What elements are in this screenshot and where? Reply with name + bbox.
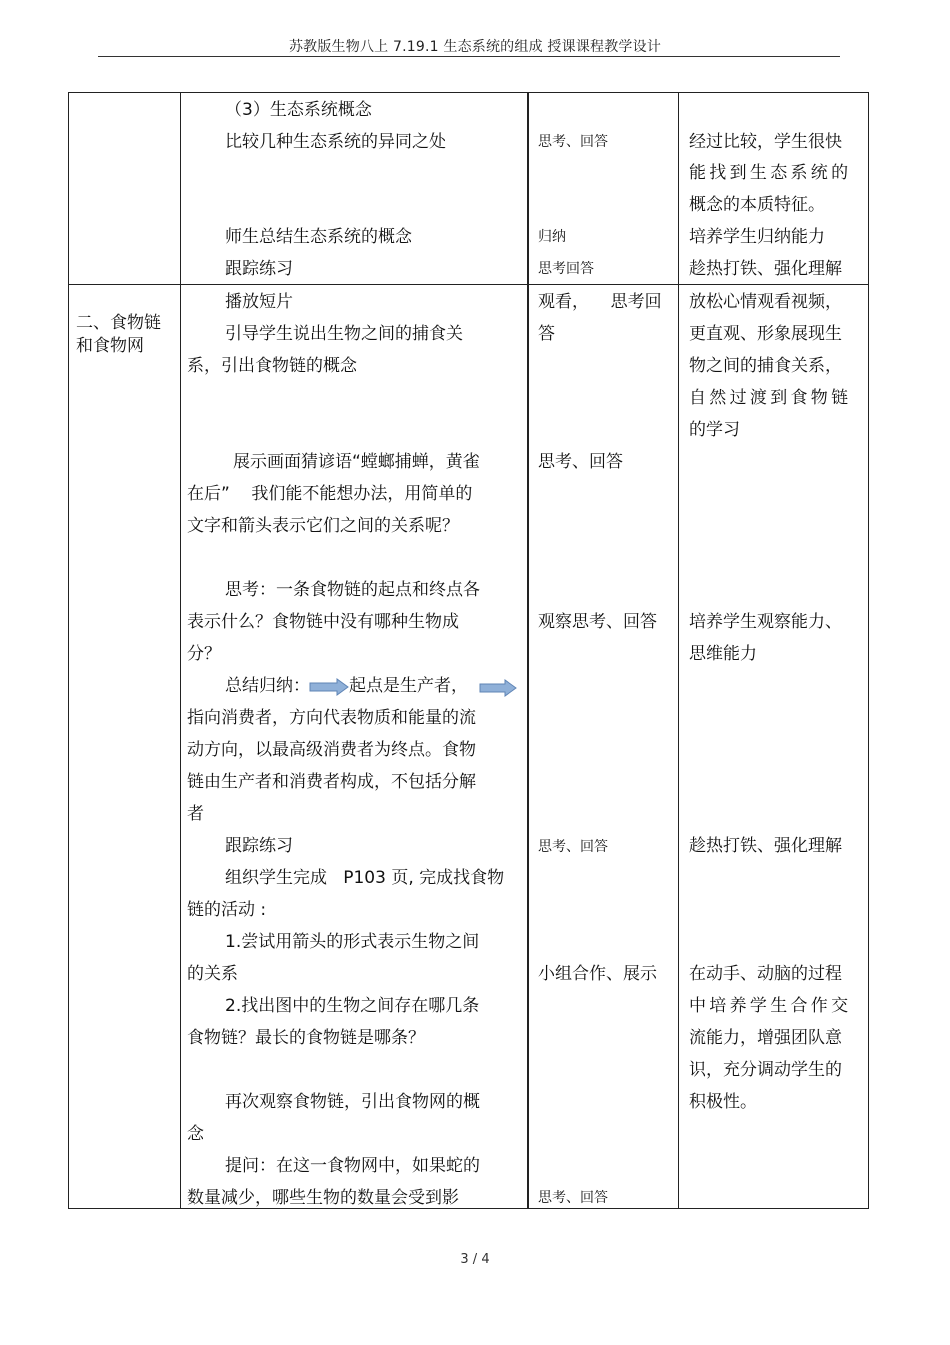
cell-text: 食物链？最长的食物链是哪条？ [187,1028,425,1048]
header-title: 苏教版生物八上 7.19.1 生态系统的组成 授课课程教学设计 [288,39,662,55]
table-border-top [68,92,869,93]
cell-text: 文字和箭头表示它们之间的关系呢？ [187,516,459,536]
cell-text: 自然过渡到食物链 [689,388,852,408]
cell-text: 者 [187,804,204,824]
cell-text: 动方向，以最高级消费者为终点。食物 [187,740,476,760]
cell-text: 归纳 [538,229,566,245]
cell-text: 放松心情观看视频， [689,292,842,312]
cell-text: 在动手、动脑的过程 [689,964,842,984]
cell-text: 中培养学生合作交 [689,996,852,1016]
cell-text: 答 [538,324,555,344]
cell-text: 展示画面猜谚语“螳螂捕蝉，黄雀 [233,452,480,472]
cell-text: 链的活动 : [187,900,267,920]
cell-text: 念 [187,1124,204,1144]
cell-text: 的关系 [187,964,238,984]
cell-text: 指向消费者，方向代表物质和能量的流 [187,708,476,728]
page-number: 3 / 4 [460,1252,490,1267]
cell-text: 识，充分调动学生的 [689,1060,842,1080]
cell-text: 播放短片 [225,292,293,312]
cell-text: 思维能力 [689,644,757,664]
cell-text: 组织学生完成 P103 页, 完成找食物 [225,868,505,888]
cell-text: 总结归纳： [225,676,310,696]
cell-text: 在后” 我们能不能想办法，用简单的 [187,484,473,504]
table-row-divider [68,284,869,285]
cell-text: 思考、回答 [538,134,608,150]
right-arrow-icon [309,678,349,696]
cell-text: 分？ [187,644,221,664]
cell-text: 师生总结生态系统的概念 [225,227,412,247]
cell-text: 积极性。 [689,1092,757,1112]
cell-text: 跟踪练习 [225,259,293,279]
cell-text: 提问：在这一食物网中，如果蛇的 [225,1156,480,1176]
cell-text: 1.尝试用箭头的形式表示生物之间 [225,932,480,952]
table-border-bottom [68,1208,869,1209]
cell-text: 能找到生态系统的 [689,163,852,183]
table-col-divider-2 [527,92,529,1209]
cell-text: 比较几种生态系统的异同之处 [225,132,446,152]
cell-text: 跟踪练习 [225,836,293,856]
cell-text: 趁热打铁、强化理解 [689,836,842,856]
cell-text: 思考、回答 [538,839,608,855]
cell-text: 和食物网 [76,336,144,356]
cell-text: 小组合作、展示 [538,964,657,984]
cell-text: 观察思考、回答 [538,612,657,632]
cell-text: 再次观察食物链，引出食物网的概 [225,1092,480,1112]
cell-text: 观看， 思考回 [538,292,662,312]
cell-text: 二、食物链 [76,313,161,333]
cell-text: 流能力，增强团队意 [689,1028,842,1048]
cell-text: 思考、回答 [538,1190,608,1206]
cell-text: 培养学生归纳能力 [689,227,825,247]
cell-text: 概念的本质特征。 [689,195,825,215]
cell-text: 链由生产者和消费者构成，不包括分解 [187,772,476,792]
cell-text: 培养学生观察能力、 [689,612,842,632]
cell-text: 2.找出图中的生物之间存在哪几条 [225,996,480,1016]
cell-text: 物之间的捕食关系， [689,356,842,376]
cell-text: 趁热打铁、强化理解 [689,259,842,279]
cell-text: 表示什么？食物链中没有哪种生物成 [187,612,459,632]
cell-text: 更直观、形象展现生 [689,324,842,344]
table-border-left [68,92,69,1209]
cell-text: （3）生态系统概念 [225,100,372,120]
table-col-divider-3 [678,92,679,1209]
header-divider [98,56,840,57]
cell-text: 系，引出食物链的概念 [187,356,357,376]
cell-text: 起点是生产者， [349,676,468,696]
cell-text: 思考、回答 [538,452,623,472]
right-arrow-icon [479,679,517,697]
table-border-right [868,92,869,1209]
cell-text: 的学习 [689,420,740,440]
table-col-divider-1 [180,92,181,1209]
cell-text: 数量减少，哪些生物的数量会受到影 [187,1188,459,1208]
cell-text: 思考：一条食物链的起点和终点各 [225,580,480,600]
cell-text: 引导学生说出生物之间的捕食关 [225,324,463,344]
cell-text: 思考回答 [538,261,594,277]
cell-text: 经过比较，学生很快 [689,132,842,152]
